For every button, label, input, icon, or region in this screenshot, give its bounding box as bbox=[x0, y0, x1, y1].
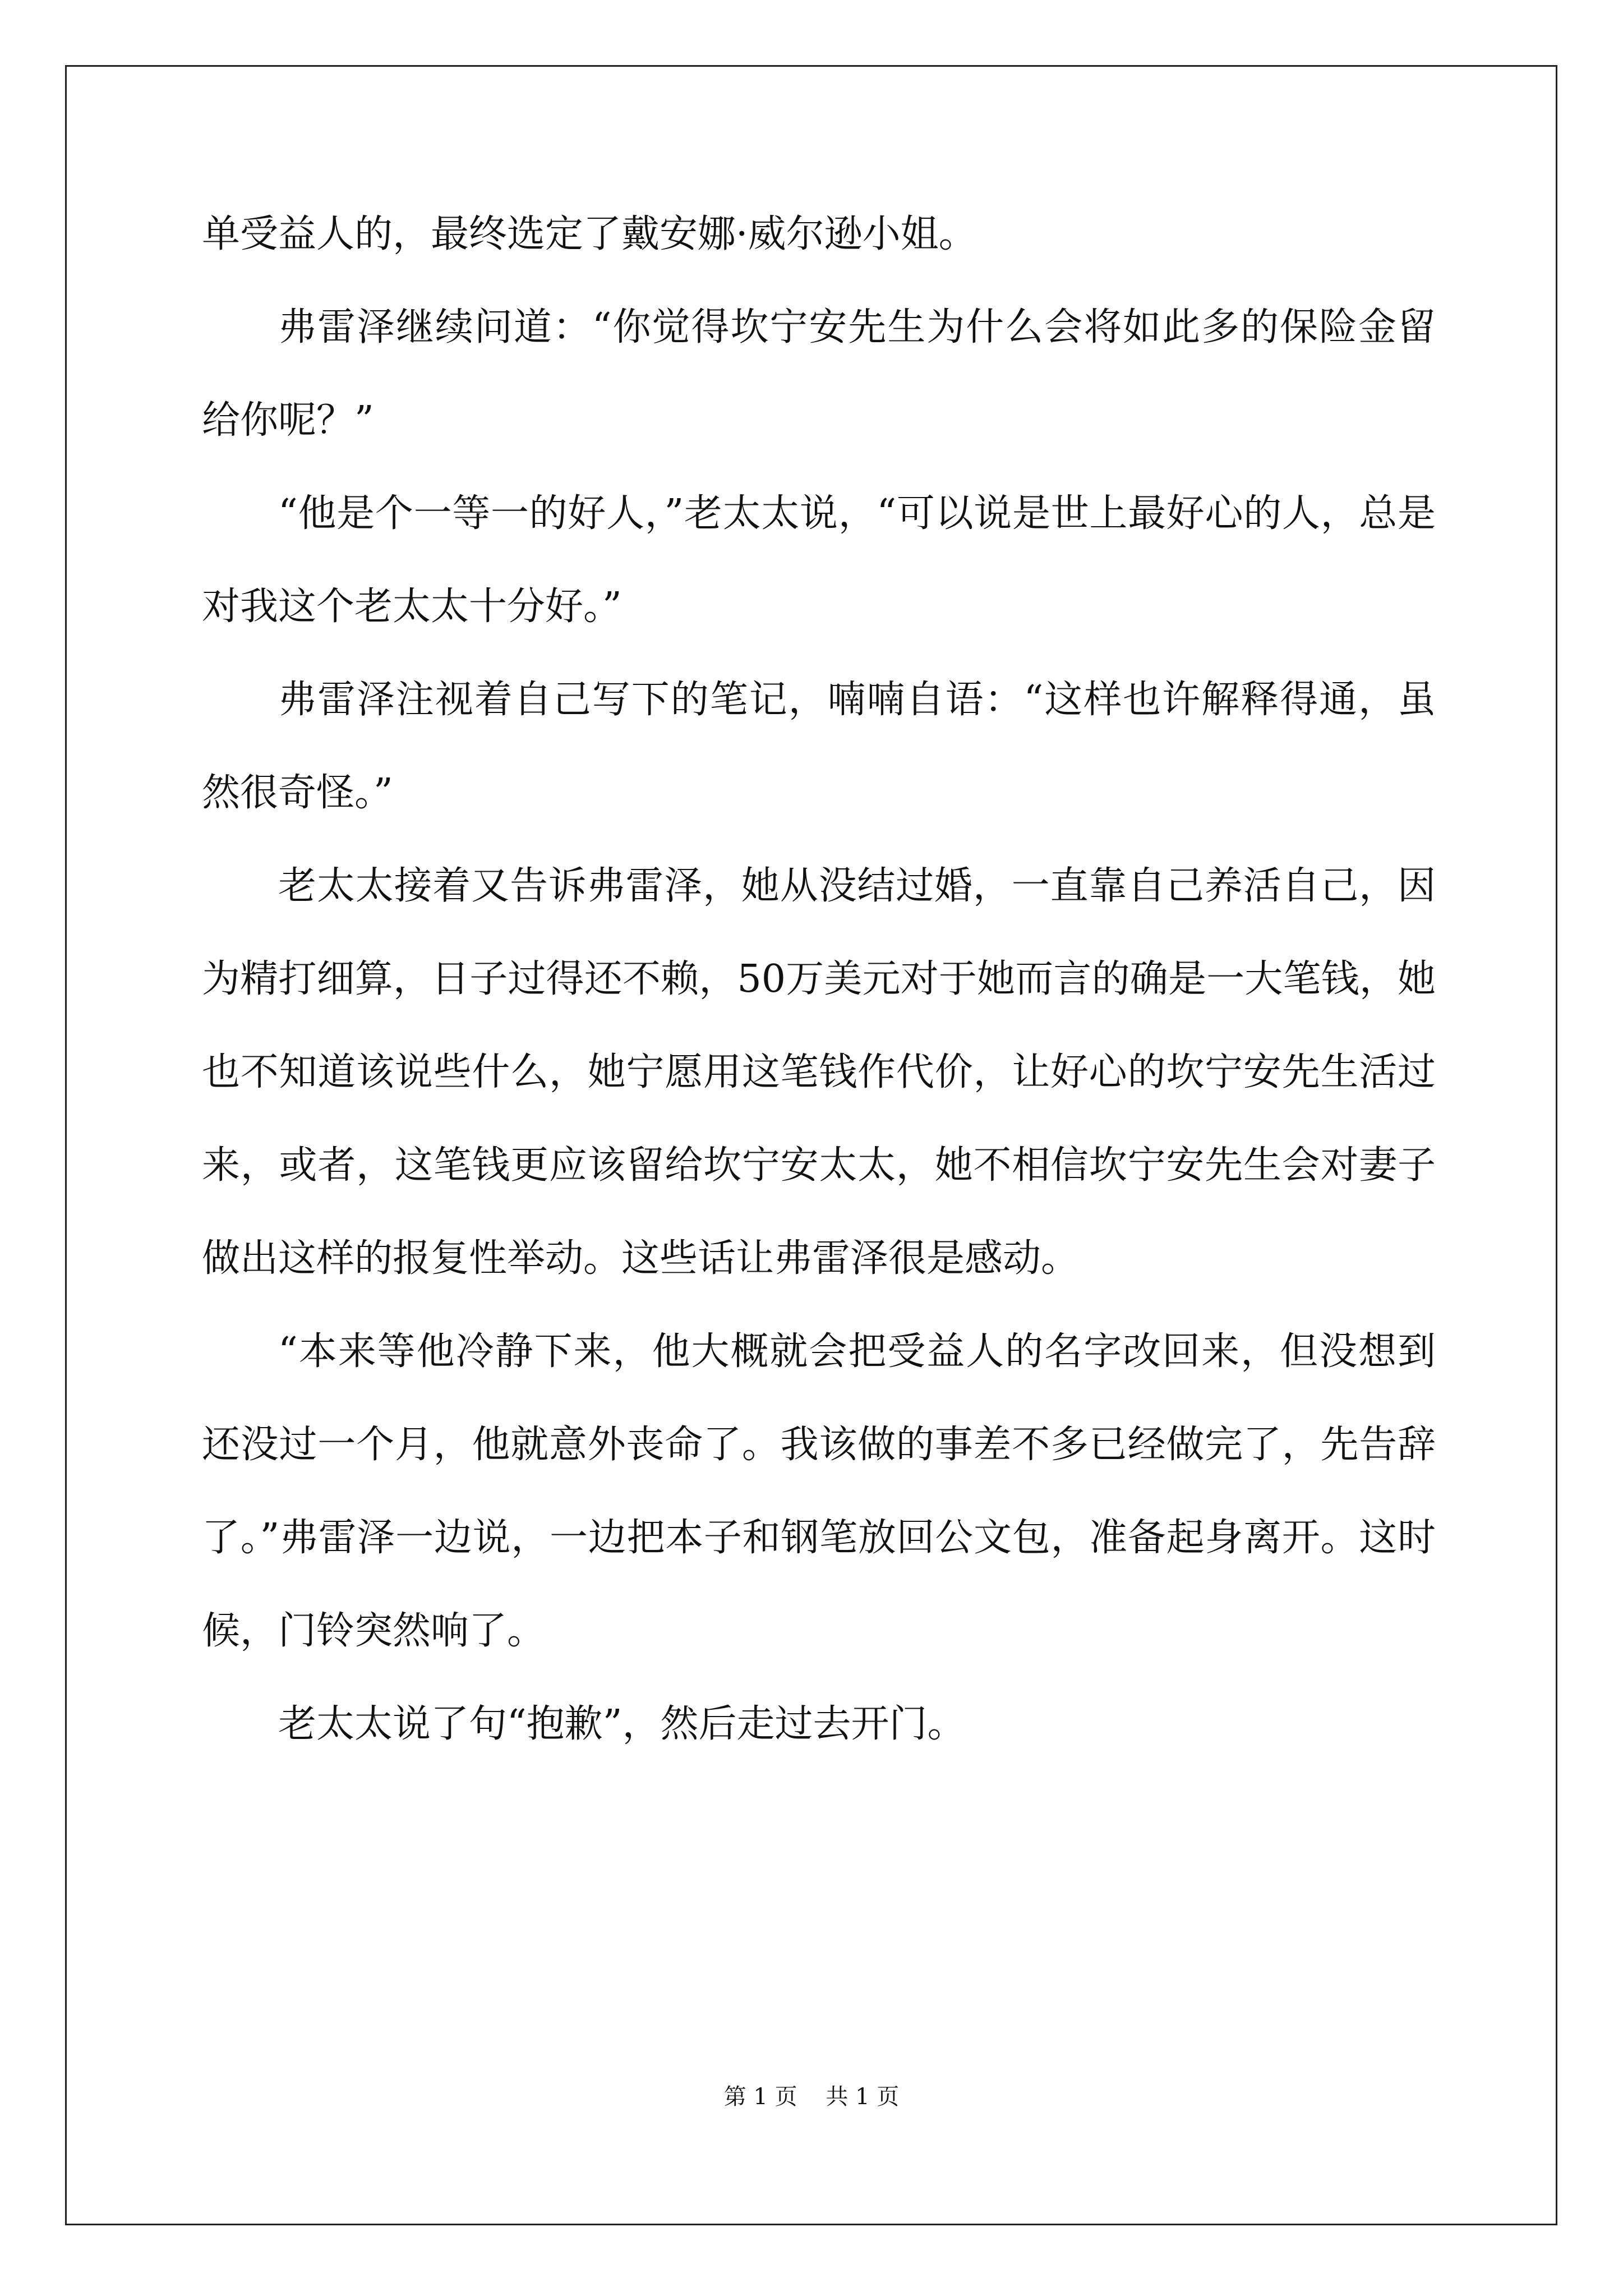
paragraph: 弗雷泽注视着自己写下的笔记，喃喃自语：“这样也许解释得通，虽然很奇怪。” bbox=[202, 678, 1436, 815]
page-number-footer: 第 1 页 共 1 页 bbox=[723, 2084, 900, 2110]
paragraph: 单受益人的，最终选定了戴安娜·威尔逊小姐。 bbox=[202, 212, 977, 256]
paragraph: “本来等他冷静下来，他大概就会把受益人的名字改回来，但没想到还没过一个月，他就意外丧命了。我该做的事差不多已经做完了，先告辞了。”弗雷泽一边说，一边把本子和钢笔放回公文包，准备起身离开。这时候，门铃突然响了。 bbox=[202, 1329, 1436, 1653]
paragraph: 老太太接着又告诉弗雷泽，她从没结过婚，一直靠自己养活自己，因为精打细算，日子过得还不赖，50万美元对于她而言的确是一大笔钱，她也不知道该说些什么，她宁愿用这笔钱作代价，让好心的坎宁安先生活过来，或者，这笔钱更应该留给坎宁安太太，她不相信坎宁安先生会对妻子做出这样的报复性举动。这些话让弗雷泽很是感动。 bbox=[202, 864, 1436, 1281]
paragraph: 老太太说了句“抱歉”，然后走过去开门。 bbox=[278, 1702, 966, 1746]
document-body bbox=[202, 188, 1436, 1771]
paragraph: 弗雷泽继续问道：“你觉得坎宁安先生为什么会将如此多的保险金留给你呢？” bbox=[202, 305, 1436, 443]
paragraph: “他是个一等一的好人，”老太太说，“可以说是世上最好心的人，总是对我这个老太太十分好。” bbox=[202, 491, 1436, 629]
